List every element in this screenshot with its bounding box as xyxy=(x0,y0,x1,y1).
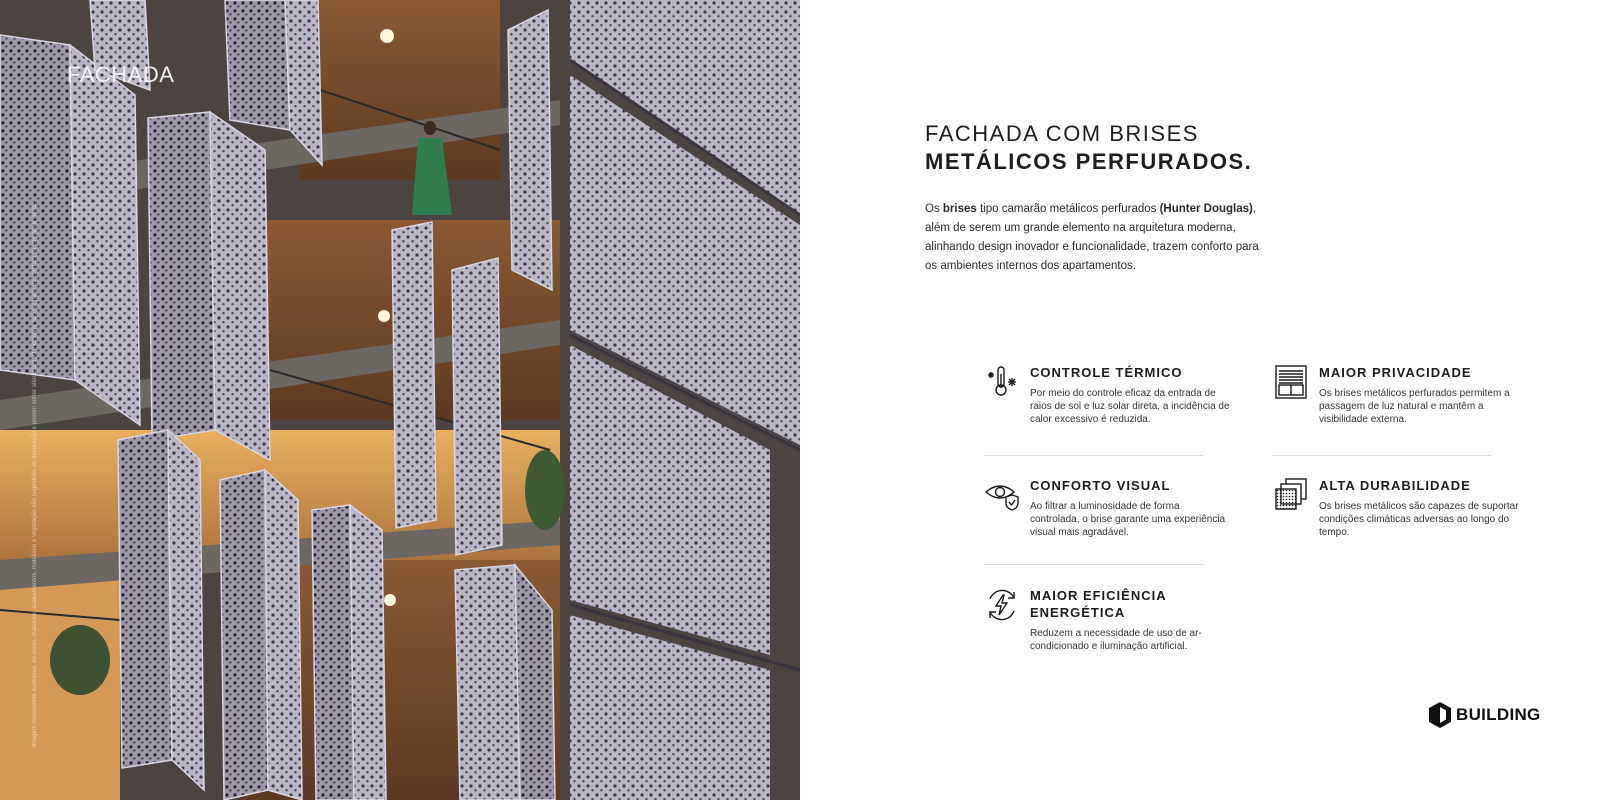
window-blinds-icon xyxy=(1273,364,1309,400)
feature-controle-termico xyxy=(1030,364,1230,426)
building-logo xyxy=(1428,700,1541,730)
title-line-1: FACHADA COM BRISES xyxy=(925,121,1199,146)
stacked-panels-icon xyxy=(1273,477,1309,513)
intro-mid: tipo camarão metálicos perfurados xyxy=(976,203,1160,215)
intro-bold-brand: (Hunter Douglas) xyxy=(1159,203,1253,215)
feature-text: Por meio do controle eficaz da entrada de raios de sol e luz solar direta, a incidência de calor excessivo é reduzida. xyxy=(1030,388,1230,425)
title-line-2: METÁLICOS PERFURADOS. xyxy=(925,149,1253,174)
feature-title: MAIOR PRIVACIDADE xyxy=(1319,365,1472,380)
thermometer-icon xyxy=(984,364,1020,400)
feature-text: Ao filtrar a luminosidade de forma controlada, o brise garante uma experiência visual mais agradável. xyxy=(1030,501,1226,538)
intro-post: , além de serem um grande elemento na arquitetura moderna, alinhando design inovador e funcionalidade, trazem conforto para os ambientes internos dos apartamentos. xyxy=(925,203,1259,272)
feature-title: CONFORTO VISUAL xyxy=(1030,478,1171,493)
intro-paragraph xyxy=(925,200,1265,276)
feature-conforto-visual xyxy=(1030,477,1230,539)
divider xyxy=(984,564,1203,565)
hexagon-logo-icon xyxy=(1428,701,1452,729)
feature-text: Os brises metálicos são capazes de suportar condições climáticas adversas ao longo do tempo. xyxy=(1319,501,1519,538)
intro-pre: Os xyxy=(925,203,943,215)
divider xyxy=(984,455,1203,456)
intro-bold-brises: brises xyxy=(942,203,977,215)
divider xyxy=(1272,455,1491,456)
feature-title: MAIOR EFICIÊNCIA ENERGÉTICA xyxy=(1030,588,1167,620)
feature-alta-durabilidade xyxy=(1319,477,1519,539)
feature-text: Reduzem a necessidade de uso de ar-condicionado e iluminação artificial. xyxy=(1030,628,1202,652)
feature-maior-eficiencia xyxy=(1030,587,1230,653)
page-title xyxy=(925,120,1252,176)
image-disclaimer: Imagem meramente ilustrativa. As cores, materiais, acabamentos, mobiliário e vegetação são sugestões de decoração e podem sofrer alterações. O mobiliário não faz parte do contrato de compra e venda. xyxy=(32,201,38,747)
feature-title: ALTA DURABILIDADE xyxy=(1319,478,1471,493)
feature-maior-privacidade xyxy=(1319,364,1519,426)
logo-text: BUILDING xyxy=(1456,705,1541,724)
energy-cycle-icon xyxy=(984,587,1020,623)
feature-title: CONTROLE TÉRMICO xyxy=(1030,365,1183,380)
photo-label: FACHADA xyxy=(67,62,175,87)
feature-text: Os brises metálicos perfurados permitem a passagem de luz natural e mantêm a visibilidade externa. xyxy=(1319,388,1510,425)
eye-shield-icon xyxy=(984,477,1020,513)
